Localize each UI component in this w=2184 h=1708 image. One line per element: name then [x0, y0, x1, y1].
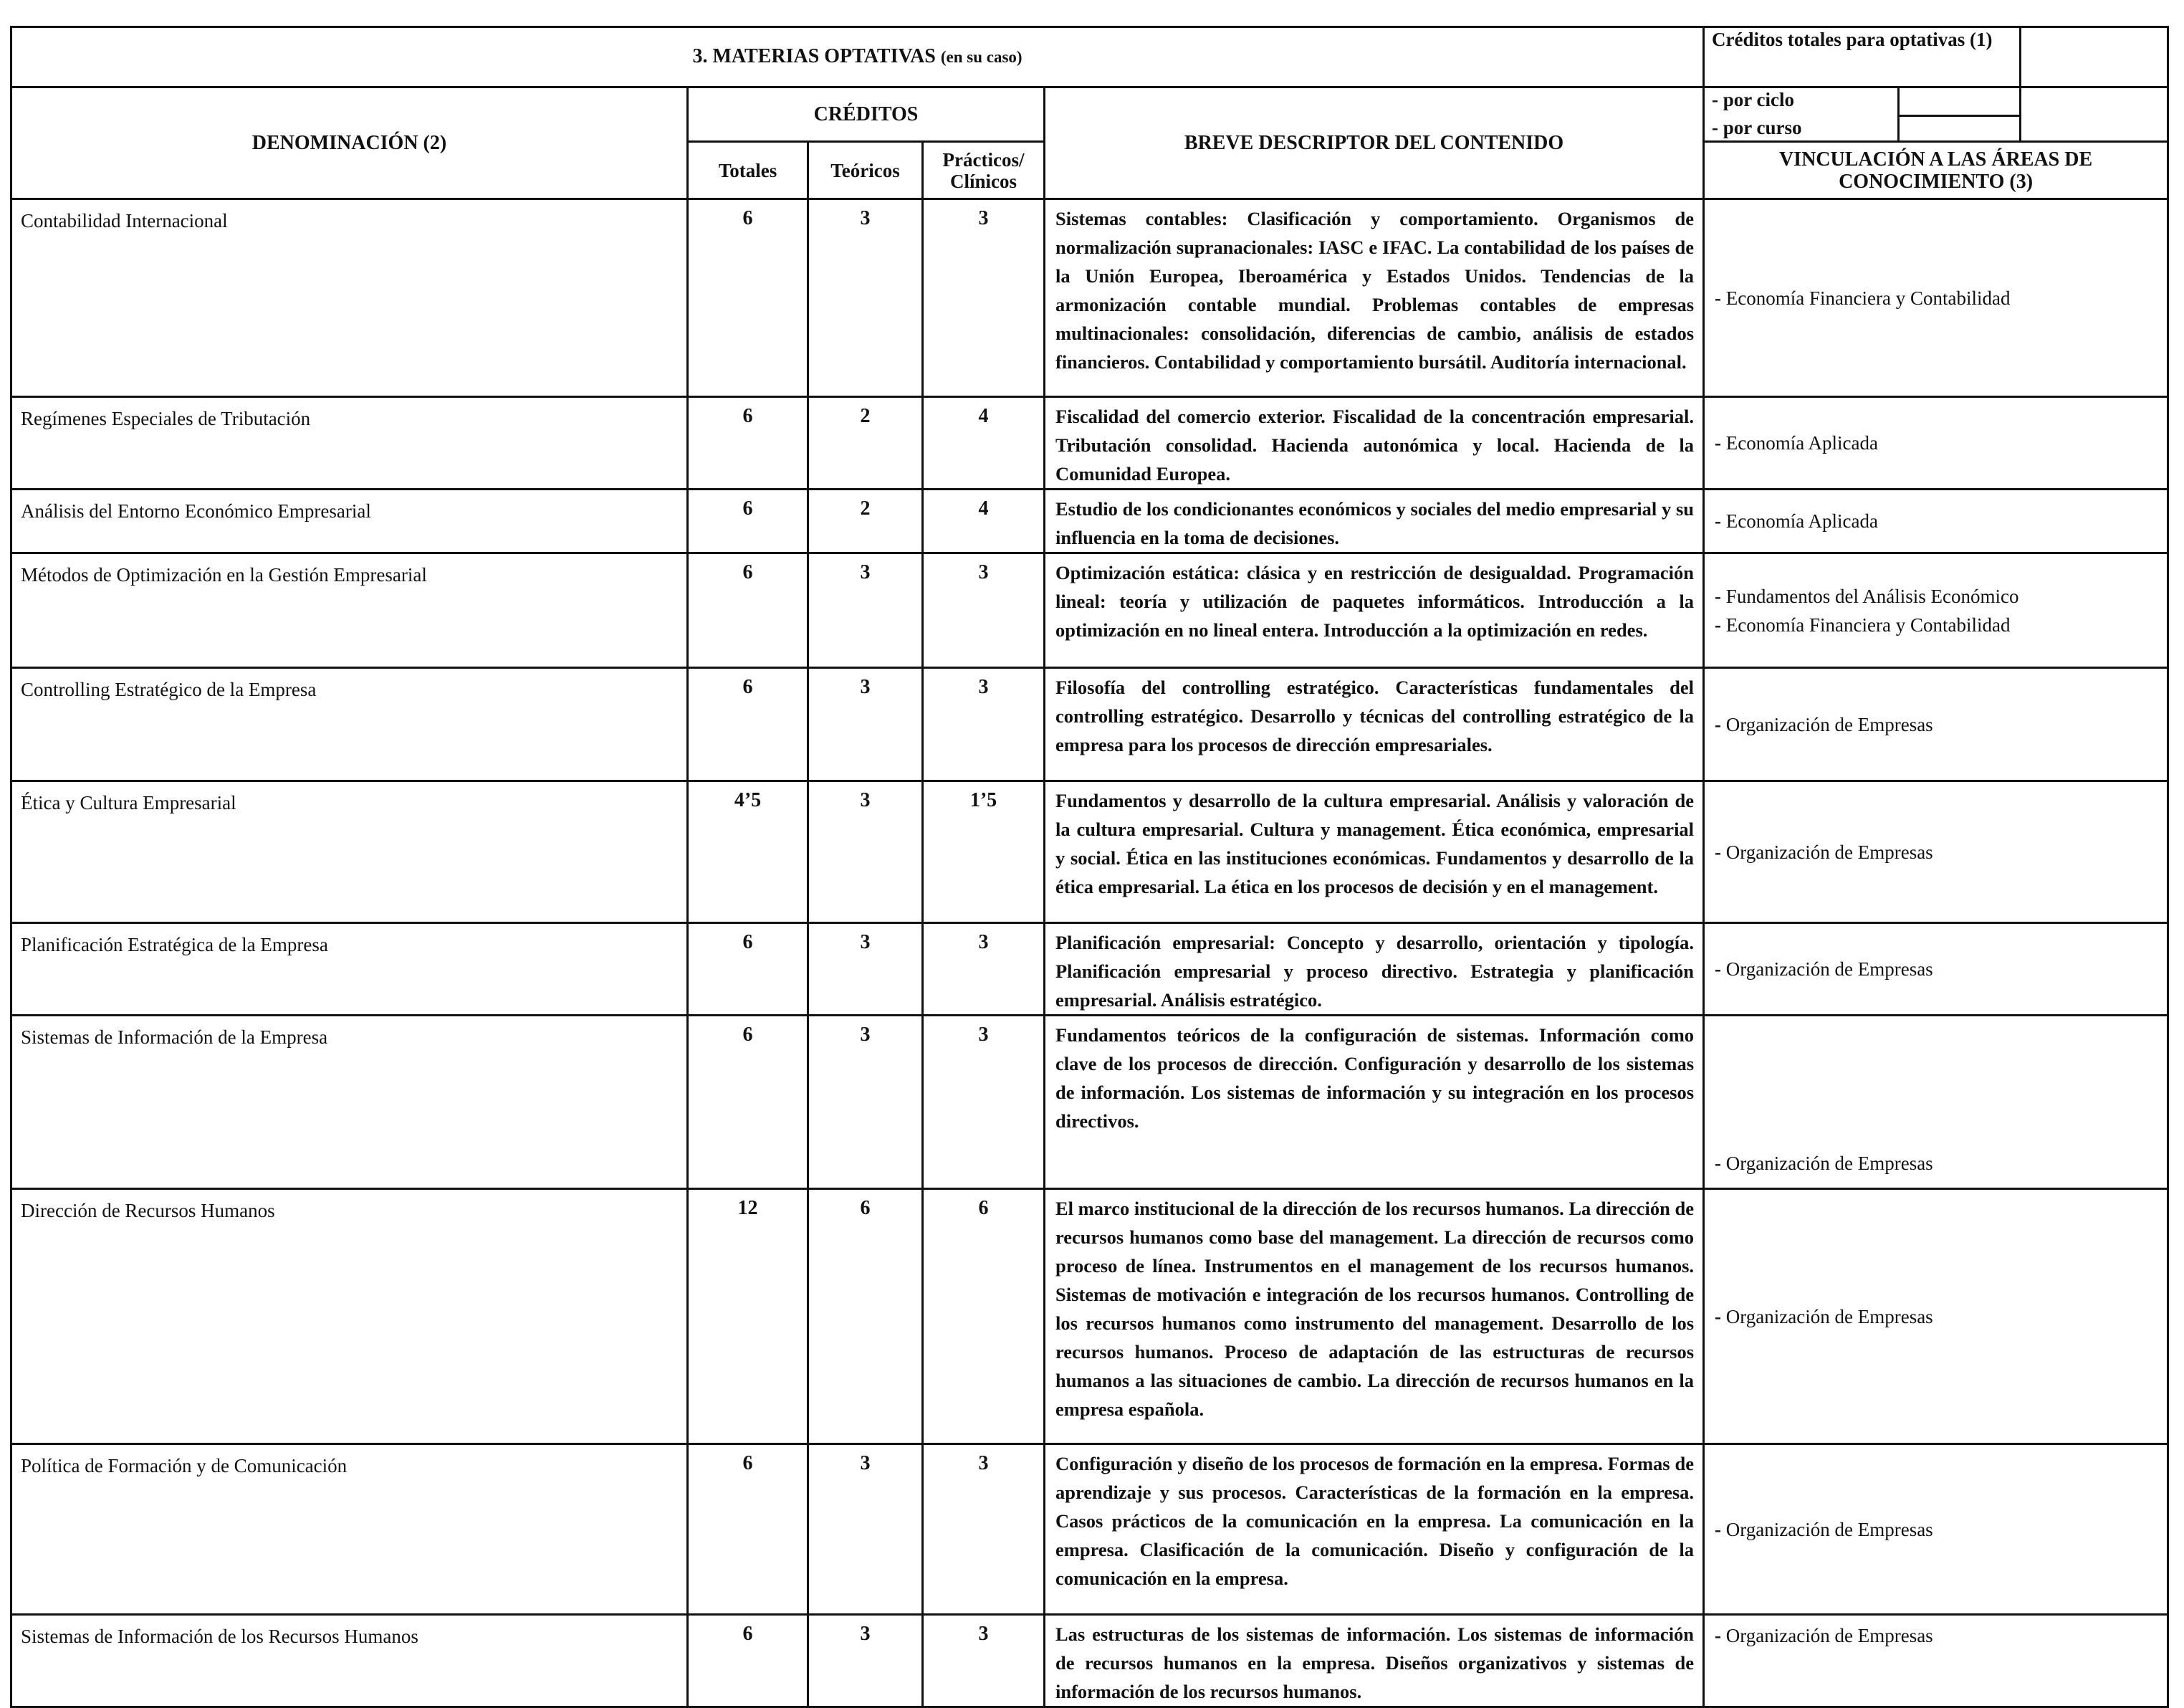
creditos-teoricos: 3: [808, 553, 923, 668]
subject-descriptor: Fiscalidad del comercio exterior. Fiscalidad de la concentración empresarial. Tributación consolidad. Hacienda autonómica y local. Hacienda de la Comunidad Europea.: [1045, 397, 1704, 490]
subject-name: Análisis del Entorno Económico Empresarial: [11, 490, 688, 553]
creditos-totales: 6: [688, 668, 808, 781]
header-descriptor: BREVE DESCRIPTOR DEL CONTENIDO: [1045, 87, 1704, 199]
area-cell: [1704, 1189, 2168, 1444]
creditos-practicos: 3: [923, 553, 1045, 668]
creditos-teoricos: 3: [808, 1016, 923, 1189]
subject-name: Política de Formación y de Comunicación: [11, 1444, 688, 1615]
creditos-totales: 4’5: [688, 781, 808, 923]
subject-name: Planificación Estratégica de la Empresa: [11, 923, 688, 1016]
header-totales: Totales: [688, 142, 808, 199]
creditos-totales: 6: [688, 923, 808, 1016]
creditos-practicos: 3: [923, 1615, 1045, 1707]
creditos-teoricos: 3: [808, 923, 923, 1016]
section-title-cell: [11, 27, 1704, 87]
area-item: - Economía Aplicada: [1715, 429, 2157, 457]
creditos-totales-label: Créditos totales para optativas (1): [1704, 27, 2021, 87]
header-creditos: CRÉDITOS: [688, 87, 1045, 142]
creditos-practicos: 3: [923, 199, 1045, 397]
section-title: 3. MATERIAS OPTATIVAS: [692, 45, 936, 67]
creditos-teoricos: 3: [808, 1615, 923, 1707]
creditos-teoricos: 3: [808, 1444, 923, 1615]
creditos-practicos: 6: [923, 1189, 1045, 1444]
area-cell: [1704, 1444, 2168, 1615]
subject-descriptor: Optimización estática: clásica y en restricción de desigualdad. Programación lineal: teoría y utilización de paquetes informáticos. Introducción a la optimización en no lineal entera. Introducción a la optimización en redes.: [1045, 553, 1704, 668]
creditos-totales: 6: [688, 397, 808, 490]
area-cell: [1704, 199, 2168, 397]
subject-name: Contabilidad Internacional: [11, 199, 688, 397]
subject-name: Dirección de Recursos Humanos: [11, 1189, 688, 1444]
subject-descriptor: Configuración y diseño de los procesos de formación en la empresa. Formas de aprendizaje y sus procesos. Características de la formación en la empresa. Casos prácticos de la comunicación en la empresa. La comunicación en la empresa. Clasificación de la comunicación. Diseño y configuración de la comunicación en la empresa.: [1045, 1444, 1704, 1615]
creditos-totales: 6: [688, 1016, 808, 1189]
table-row: [11, 490, 2168, 553]
creditos-totales: 6: [688, 1615, 808, 1707]
header-vinculacion: VINCULACIÓN A LAS ÁREAS DE CONOCIMIENTO (3): [1704, 142, 2168, 199]
table-row: [11, 397, 2168, 490]
table-row: [11, 1444, 2168, 1615]
optional-subjects-table: [10, 26, 2169, 1708]
area-cell: [1704, 923, 2168, 1016]
header-denominacion: DENOMINACIÓN (2): [11, 87, 688, 199]
creditos-teoricos: 3: [808, 199, 923, 397]
area-item: - Economía Financiera y Contabilidad: [1715, 284, 2157, 313]
area-item: - Organización de Empresas: [1715, 710, 2157, 739]
creditos-teoricos: 2: [808, 490, 923, 553]
subject-descriptor: El marco institucional de la dirección de los recursos humanos. La dirección de recursos humanos como base del management. La dirección de recursos como proceso de línea. Instrumentos en el management de los recursos humanos. Sistemas de motivación e integración de los recursos humanos. Controlling de los recursos humanos como instrumento del management. Desarrollo de los recursos humanos. Proceso de adaptación de las estructuras de recursos humanos a las situaciones de cambio. La dirección de recursos humanos en la empresa española.: [1045, 1189, 1704, 1444]
table-row: [11, 199, 2168, 397]
area-cell: [1704, 1615, 2168, 1707]
por-curso-label: - por curso: [1704, 116, 1899, 142]
subject-name: Sistemas de Información de la Empresa: [11, 1016, 688, 1189]
subject-name: Sistemas de Información de los Recursos Humanos: [11, 1615, 688, 1707]
area-cell: [1704, 1016, 2168, 1189]
creditos-totales: 6: [688, 553, 808, 668]
subject-name: Ética y Cultura Empresarial: [11, 781, 688, 923]
area-item: - Organización de Empresas: [1715, 1515, 2157, 1544]
table-row: [11, 923, 2168, 1016]
area-cell: [1704, 668, 2168, 781]
header-practicos: Prácticos/ Clínicos: [923, 142, 1045, 199]
area-item: - Organización de Empresas: [1715, 1621, 2157, 1650]
table-row: [11, 1615, 2168, 1707]
area-cell: [1704, 490, 2168, 553]
creditos-totales-value: [2021, 27, 2168, 87]
creditos-totales: 6: [688, 490, 808, 553]
por-curso-value: [1899, 116, 2021, 142]
area-cell: [1704, 397, 2168, 490]
creditos-practicos: 3: [923, 1444, 1045, 1615]
subject-descriptor: Fundamentos teóricos de la configuración de sistemas. Información como clave de los procesos de dirección. Configuración y desarrollo de los sistemas de información. Los sistemas de información y su integración en los procesos directivos.: [1045, 1016, 1704, 1189]
subject-name: Controlling Estratégico de la Empresa: [11, 668, 688, 781]
section-note: (en su caso): [940, 48, 1022, 66]
subject-descriptor: Fundamentos y desarrollo de la cultura empresarial. Análisis y valoración de la cultura empresarial. Cultura y management. Ética económica, empresarial y social. Ética en las instituciones económicas. Fundamentos y desarrollo de la ética empresarial. La ética en los procesos de decisión y en el management.: [1045, 781, 1704, 923]
area-cell: [1704, 553, 2168, 668]
por-ciclo-extra: [2021, 87, 2168, 142]
area-item: - Organización de Empresas: [1715, 838, 2157, 867]
por-ciclo-value: [1899, 87, 2021, 116]
subject-descriptor: Las estructuras de los sistemas de información. Los sistemas de información de recursos humanos en la empresa. Diseños organizativos y sistemas de información de los recursos humanos.: [1045, 1615, 1704, 1707]
area-item: - Organización de Empresas: [1715, 1302, 2157, 1331]
creditos-practicos: 4: [923, 397, 1045, 490]
subject-descriptor: Estudio de los condicionantes económicos y sociales del medio empresarial y su influencia en la toma de decisiones.: [1045, 490, 1704, 553]
area-item: - Organización de Empresas: [1715, 955, 2157, 983]
creditos-teoricos: 2: [808, 397, 923, 490]
creditos-practicos: 1’5: [923, 781, 1045, 923]
table-row: [11, 1189, 2168, 1444]
optional-subjects-sheet: [10, 26, 2167, 1708]
area-cell: [1704, 781, 2168, 923]
subject-name: Métodos de Optimización en la Gestión Empresarial: [11, 553, 688, 668]
table-row: [11, 668, 2168, 781]
subject-descriptor: Planificación empresarial: Concepto y desarrollo, orientación y tipología. Planificación empresarial y proceso directivo. Estrategia y planificación empresarial. Análisis estratégico.: [1045, 923, 1704, 1016]
creditos-practicos: 3: [923, 1016, 1045, 1189]
creditos-teoricos: 6: [808, 1189, 923, 1444]
area-item: - Economía Financiera y Contabilidad: [1715, 611, 2157, 639]
subject-descriptor: Filosofía del controlling estratégico. Características fundamentales del controlling estratégico. Desarrollo y técnicas del controlling estratégico de la empresa para los procesos de dirección empresariales.: [1045, 668, 1704, 781]
creditos-totales: 6: [688, 1444, 808, 1615]
creditos-totales: 6: [688, 199, 808, 397]
table-row: [11, 553, 2168, 668]
header-teoricos: Teóricos: [808, 142, 923, 199]
area-item: - Fundamentos del Análisis Económico: [1715, 582, 2157, 611]
creditos-practicos: 3: [923, 668, 1045, 781]
area-item: - Organización de Empresas: [1715, 1149, 2157, 1178]
subject-name: Regímenes Especiales de Tributación: [11, 397, 688, 490]
creditos-teoricos: 3: [808, 781, 923, 923]
creditos-practicos: 3: [923, 923, 1045, 1016]
creditos-practicos: 4: [923, 490, 1045, 553]
creditos-totales: 12: [688, 1189, 808, 1444]
table-row: [11, 781, 2168, 923]
por-ciclo-label: - por ciclo: [1704, 87, 1899, 116]
subject-descriptor: Sistemas contables: Clasificación y comportamiento. Organismos de normalización supranacionales: IASC e IFAC. La contabilidad de los países de la Unión Europea, Iberoamérica y Estados Unidos. Tendencias de la armonización contable mundial. Problemas contables de empresas multinacionales: consolidación, diferencias de cambio, análisis de estados financieros. Contabilidad y comportamiento bursátil. Auditoría internacional.: [1045, 199, 1704, 397]
table-row: [11, 1016, 2168, 1189]
area-item: - Economía Aplicada: [1715, 507, 2157, 535]
creditos-teoricos: 3: [808, 668, 923, 781]
